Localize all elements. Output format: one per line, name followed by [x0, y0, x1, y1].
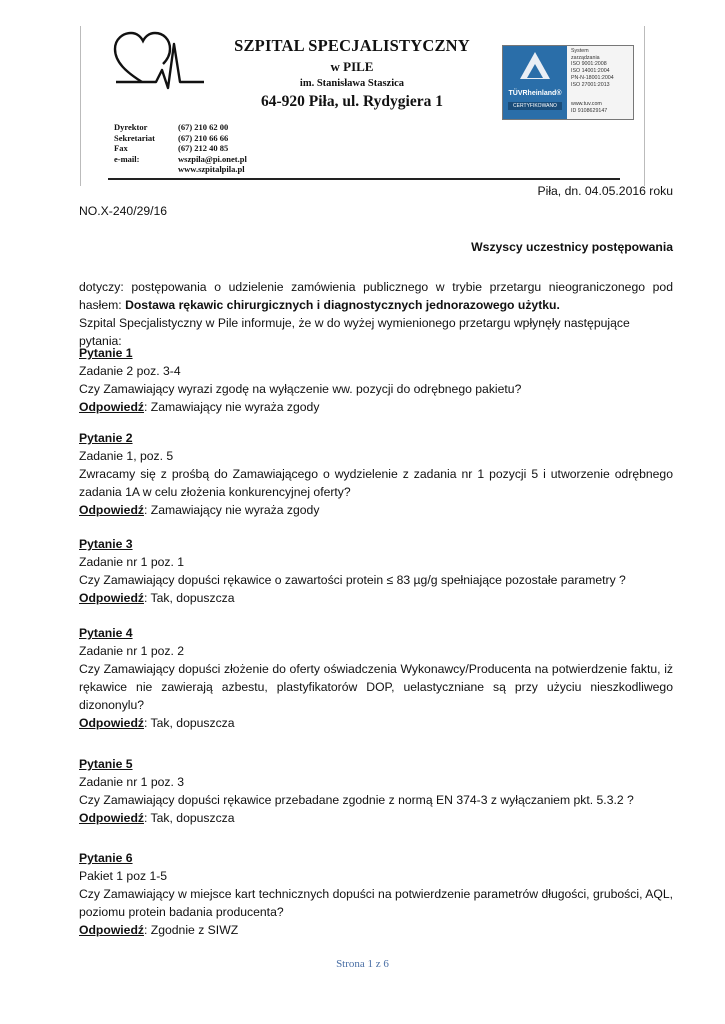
letter-subject-block	[79, 278, 673, 350]
contact-label	[114, 164, 178, 175]
contact-row	[114, 164, 247, 175]
contact-label: Sekretariat	[114, 132, 155, 143]
contact-list	[114, 122, 247, 175]
tuv-system-list	[571, 48, 614, 88]
answer-label: Odpowiedź	[79, 811, 144, 825]
subject-title: Dostawa rękawic chirurgicznych i diagnostycznych jednorazowego użytku.	[125, 298, 560, 312]
contact-label: Dyrektor	[114, 122, 148, 132]
hospital-address: 64-920 Piła, ul. Rydygiera 1	[260, 93, 443, 110]
answer-line	[79, 921, 673, 939]
question-text: Zwracamy się z prośbą do Zamawiającego o wydzielenie z zadania nr 1 pozycji 5 i utworzenie odrębnego zadania 1A w celu złożenia konkurencyjnej oferty?	[79, 467, 673, 499]
question-task: Zadanie 2 poz. 3-4	[79, 364, 181, 378]
hospital-heart-ecg-logo	[112, 30, 206, 90]
hospital-city: w PILE	[330, 59, 374, 74]
question-text: Czy Zamawiający dopuści rękawice przebadane zgodnie z normą EN 374-3 z wyłączaniem pkt. 5.3.2 ?	[79, 793, 634, 807]
tuv-system-line: ISO 9001:2008	[571, 61, 607, 68]
answer-text: : Tak, dopuszcza	[144, 716, 235, 730]
answer-label: Odpowiedź	[79, 716, 144, 730]
answer-line	[79, 589, 673, 607]
question-text: Czy Zamawiający dopuści rękawice o zawartości protein ≤ 83 µg/g spełniające pozostałe parametry ?	[79, 573, 626, 587]
hospital-patron: im. Stanisława Staszica	[299, 78, 405, 89]
tuv-system-line: PN-N-18001:2004	[571, 74, 614, 81]
page-number: Strona 1 z 6	[336, 958, 389, 970]
answer-text: : Zamawiający nie wyraża zgody	[144, 400, 320, 414]
answer-line	[79, 809, 673, 827]
tuv-brand-text: TÜVRheinland	[508, 90, 557, 97]
question-task: Pakiet 1 poz 1-5	[79, 869, 168, 883]
letter-subject	[79, 278, 673, 314]
tuv-system-line: System	[571, 48, 589, 54]
answer-text: : Zamawiający nie wyraża zgody	[144, 503, 320, 517]
subject-prefix: dotyczy: postępowania o udzielenie zamówienia publicznego w trybie przetargu nieograniczonego pod hasłem:	[79, 280, 673, 312]
tuv-system-line: ISO 27001:2013	[571, 81, 610, 88]
answer-text: : Tak, dopuszcza	[144, 811, 235, 825]
question-title: Pytanie 5	[79, 757, 133, 771]
header-divider	[108, 178, 620, 180]
tuv-web: www.tuv.com	[571, 101, 602, 107]
contact-label: e-mail:	[114, 153, 140, 164]
question-text: Czy Zamawiający wyrazi zgodę na wyłączenie ww. pozycji do odrębnego pakietu?	[79, 382, 522, 396]
question-task: Zadanie 1, poz. 5	[79, 449, 174, 463]
header-right-border	[644, 26, 645, 186]
contact-website-link[interactable]: www.szpitalpila.pl	[178, 164, 245, 175]
tuv-logo-panel	[503, 46, 567, 119]
question-block-4	[79, 624, 673, 732]
question-task: Zadanie nr 1 poz. 1	[79, 555, 185, 569]
contact-row	[114, 122, 247, 133]
question-title: Pytanie 6	[79, 851, 133, 865]
tuv-certified-label: CERTYFIKOWANO	[508, 102, 562, 110]
tuv-web-info	[571, 101, 607, 115]
hospital-name: SZPITAL SPECJALISTYCZNY	[234, 36, 470, 55]
question-title: Pytanie 3	[79, 537, 133, 551]
question-block-1	[79, 344, 673, 416]
contact-row	[114, 154, 247, 165]
letter-reference: NO.X-240/29/16	[79, 204, 168, 218]
tuv-registered-mark: ®	[556, 90, 562, 97]
answer-label: Odpowiedź	[79, 591, 144, 605]
answer-line	[79, 398, 673, 416]
question-block-2	[79, 429, 673, 519]
answer-label: Odpowiedź	[79, 503, 144, 517]
hospital-header	[222, 36, 482, 111]
question-title: Pytanie 4	[79, 626, 133, 640]
question-block-5	[79, 755, 673, 827]
tuv-system-line: ISO 14001:2004	[571, 68, 610, 75]
header-left-border	[80, 26, 81, 186]
question-title: Pytanie 2	[79, 431, 133, 445]
question-task: Zadanie nr 1 poz. 2	[79, 644, 185, 658]
question-block-3	[79, 535, 673, 607]
question-block-6	[79, 849, 673, 939]
tuv-system-line: zarządzania	[571, 54, 600, 61]
contact-value: (67) 210 66 66	[178, 132, 229, 143]
question-text: Czy Zamawiający dopuści złożenie do oferty oświadczenia Wykonawcy/Producenta na potwierdzenie faktu, iż rękawice nie zawierają azbestu, plastyfikatorów DOP, uelastyczniane są przy użyciu nieszkodliwego dizononylu?	[79, 662, 673, 712]
tuv-certification-badge	[502, 45, 634, 120]
question-text: Czy Zamawiający w miejsce kart technicznych dopuści na potwierdzenie parametrów długości, grubości, AQL, poziomu protein badania producenta?	[79, 887, 673, 919]
answer-label: Odpowiedź	[79, 923, 144, 937]
contact-label: Fax	[114, 143, 128, 154]
letter-date: Piła, dn. 04.05.2016 roku	[537, 184, 673, 198]
contact-row	[114, 133, 247, 144]
tuv-id: ID 9108629147	[571, 108, 608, 114]
answer-text: : Zgodnie z SIWZ	[144, 923, 239, 937]
answer-text: : Tak, dopuszcza	[144, 591, 235, 605]
contact-value: (67) 210 62 00	[178, 122, 229, 132]
letter-intro: Szpital Specjalistyczny w Pile informuje, że w do wyżej wymienionego przetargu wpłynęły następujące pytania:	[79, 316, 630, 348]
question-task: Zadanie nr 1 poz. 3	[79, 775, 185, 789]
tuv-triangle-inner-icon	[527, 64, 543, 78]
question-title: Pytanie 1	[79, 346, 133, 360]
tuv-brand	[505, 90, 565, 97]
answer-label: Odpowiedź	[79, 400, 144, 414]
answer-line	[79, 501, 673, 519]
answer-line	[79, 714, 673, 732]
letter-addressee: Wszyscy uczestnicy postępowania	[471, 240, 673, 254]
contact-value: (67) 212 40 85	[178, 143, 229, 154]
contact-row	[114, 143, 247, 154]
contact-email-link[interactable]: wszpila@pi.onet.pl	[178, 153, 247, 164]
